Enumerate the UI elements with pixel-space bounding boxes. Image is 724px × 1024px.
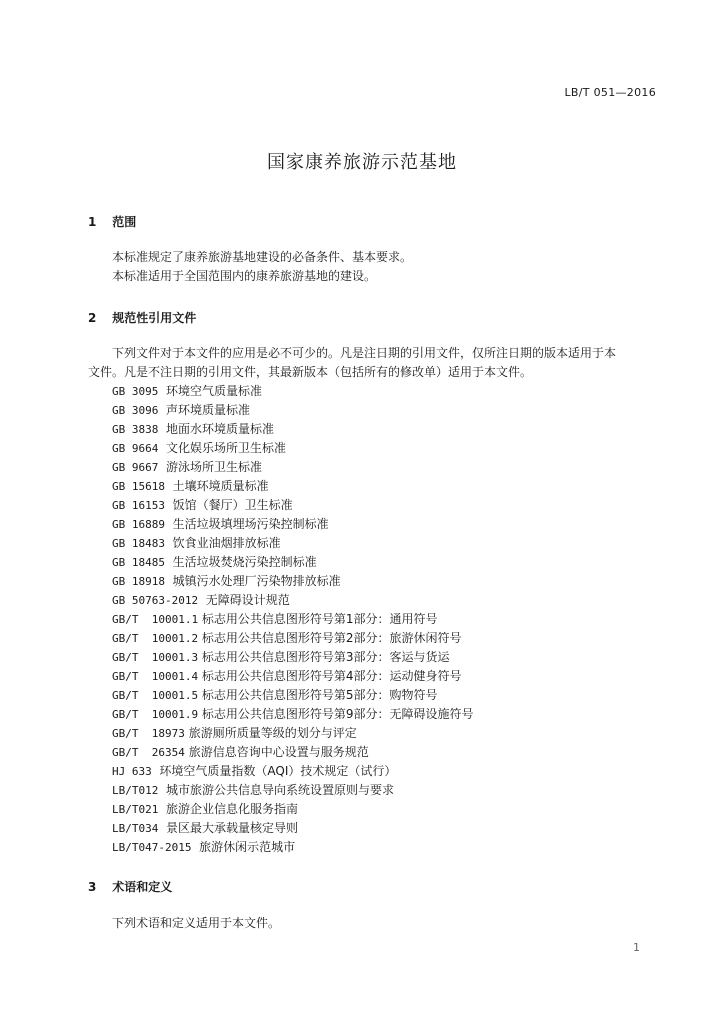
reference-title: 环境空气质量标准 (166, 384, 263, 398)
reference-code: GB 18918 (112, 575, 165, 588)
reference-title: 标志用公共信息图形符号第1部分：通用符号 (201, 612, 438, 626)
reference-title: 标志用公共信息图形符号第9部分：无障碍设施符号 (201, 707, 474, 721)
reference-item (112, 667, 474, 686)
reference-title: 生活垃圾焚烧污染控制标准 (172, 555, 317, 569)
reference-code: GB 9667 (112, 461, 159, 474)
reference-item (112, 686, 474, 705)
section-3-title: 术语和定义 (112, 880, 173, 894)
reference-title: 景区最大承载量核定导则 (166, 821, 299, 835)
reference-item (112, 439, 474, 458)
reference-title: 声环境质量标准 (166, 403, 251, 417)
scope-paragraph-2: 本标准适用于全国范围内的康养旅游基地的建设。 (112, 269, 377, 283)
reference-title: 游泳场所卫生标准 (166, 460, 263, 474)
reference-item (112, 477, 474, 496)
reference-title: 旅游厕所质量等级的划分与评定 (188, 726, 357, 740)
normative-refs-intro-line-2: 文件。凡是不注日期的引用文件，其最新版本（包括所有的修改单）适用于本文件。 (88, 365, 533, 379)
reference-item (112, 591, 474, 610)
section-1-number: 1 (88, 215, 97, 229)
reference-code: GB 15618 (112, 480, 165, 493)
section-2-title: 规范性引用文件 (112, 311, 197, 325)
reference-item (112, 420, 474, 439)
reference-title: 旅游休闲示范城市 (199, 840, 296, 854)
reference-code: GB 16153 (112, 499, 165, 512)
reference-code: GB 9664 (112, 442, 159, 455)
reference-title: 无障碍设计规范 (205, 593, 290, 607)
reference-code: GB 16889 (112, 518, 165, 531)
reference-code: GB/T 10001.9 (112, 708, 199, 721)
reference-title: 标志用公共信息图形符号第4部分：运动健身符号 (201, 669, 462, 683)
reference-code: LB/T047-2015 (112, 841, 192, 854)
document-title: 国家康养旅游示范基地 (267, 152, 457, 173)
scope-paragraph-1: 本标准规定了康养旅游基地建设的必备条件、基本要求。 (112, 250, 413, 264)
reference-title: 标志用公共信息图形符号第5部分：购物符号 (201, 688, 438, 702)
reference-title: 地面水环境质量标准 (166, 422, 275, 436)
reference-code: LB/T012 (112, 784, 159, 797)
reference-item (112, 572, 474, 591)
terms-text (88, 914, 666, 933)
section-1-title: 范围 (112, 215, 137, 229)
reference-item (112, 553, 474, 572)
reference-code: GB 50763-2012 (112, 594, 199, 607)
reference-title: 饭馆（餐厅）卫生标准 (172, 498, 293, 512)
section-3-heading (88, 878, 172, 895)
reference-item (112, 743, 474, 762)
reference-title: 旅游企业信息化服务指南 (166, 802, 299, 816)
reference-title: 饮食业油烟排放标准 (172, 536, 281, 550)
reference-title: 文化娱乐场所卫生标准 (166, 441, 287, 455)
reference-code: LB/T021 (112, 803, 159, 816)
reference-item (112, 648, 474, 667)
reference-code: GB 3096 (112, 404, 159, 417)
reference-item (112, 515, 474, 534)
reference-item (112, 534, 474, 553)
reference-list (112, 382, 474, 857)
scope-text (88, 248, 666, 286)
reference-code: GB 3095 (112, 385, 159, 398)
reference-title: 标志用公共信息图形符号第2部分：旅游休闲符号 (201, 631, 462, 645)
section-2-heading (88, 309, 196, 326)
reference-item (112, 382, 474, 401)
reference-code: GB 18483 (112, 537, 165, 550)
reference-code: GB/T 10001.2 (112, 632, 199, 645)
reference-item (112, 724, 474, 743)
section-2-number: 2 (88, 311, 97, 325)
terms-paragraph: 下列术语和定义适用于本文件。 (112, 916, 281, 930)
reference-item (112, 781, 474, 800)
section-1-heading (88, 213, 136, 230)
normative-refs-intro-line-1: 下列文件对于本文件的应用是必不可少的。凡是注日期的引用文件，仅所注日期的版本适用于本 (112, 346, 617, 360)
reference-item (112, 610, 474, 629)
reference-code: LB/T034 (112, 822, 159, 835)
reference-item (112, 496, 474, 515)
reference-item (112, 705, 474, 724)
reference-item (112, 819, 474, 838)
reference-code: GB 3838 (112, 423, 159, 436)
reference-item (112, 629, 474, 648)
page-number: 1 (633, 941, 640, 954)
reference-code: HJ 633 (112, 765, 152, 778)
reference-item (112, 800, 474, 819)
reference-item (112, 458, 474, 477)
reference-title: 环境空气质量指数（AQI）技术规定（试行） (159, 764, 397, 778)
reference-title: 生活垃圾填埋场污染控制标准 (172, 517, 329, 531)
reference-title: 土壤环境质量标准 (172, 479, 269, 493)
normative-refs-intro (88, 344, 666, 382)
reference-code: GB 18485 (112, 556, 165, 569)
section-3-number: 3 (88, 880, 97, 894)
reference-title: 城市旅游公共信息导向系统设置原则与要求 (166, 783, 395, 797)
reference-title: 城镇污水处理厂污染物排放标准 (172, 574, 341, 588)
reference-item (112, 838, 474, 857)
reference-title: 标志用公共信息图形符号第3部分：客运与货运 (201, 650, 450, 664)
standard-code: LB/T 051—2016 (564, 86, 656, 99)
reference-title: 旅游信息咨询中心设置与服务规范 (188, 745, 369, 759)
reference-code: GB/T 10001.4 (112, 670, 199, 683)
reference-code: GB/T 10001.5 (112, 689, 199, 702)
reference-code: GB/T 26354 (112, 746, 185, 759)
reference-code: GB/T 18973 (112, 727, 185, 740)
reference-item (112, 401, 474, 420)
reference-item (112, 762, 474, 781)
reference-code: GB/T 10001.1 (112, 613, 199, 626)
reference-code: GB/T 10001.3 (112, 651, 199, 664)
